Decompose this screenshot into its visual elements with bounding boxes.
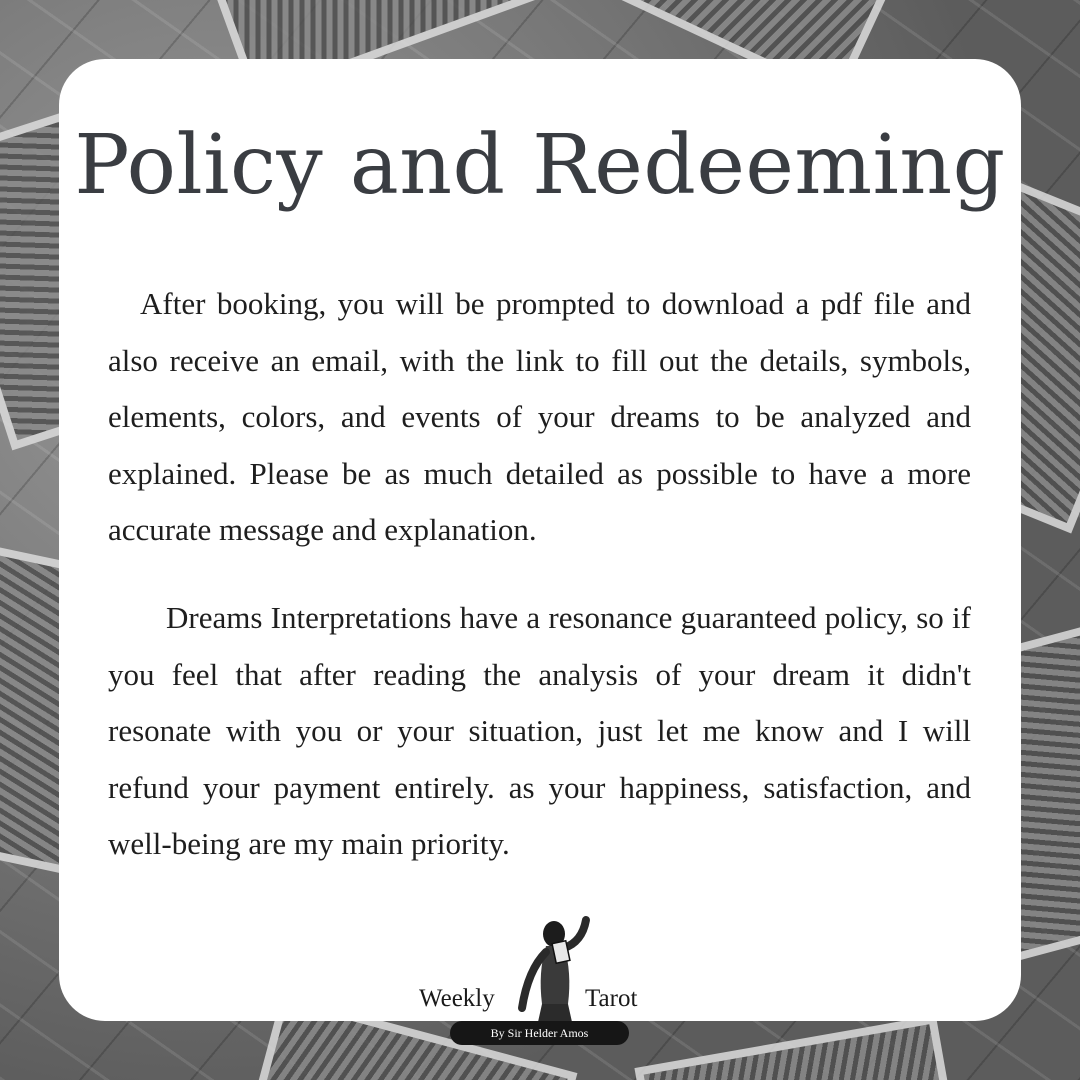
page-title: Policy and Redeeming — [74, 118, 1006, 213]
logo-word-tarot: Tarot — [585, 985, 638, 1012]
booking-paragraph: After booking, you will be prompted to download a pdf file and also receive an email, with the link to fill out the details, symbols, elements, colors, and events of your dreams to be analyzed and explained. Please be as much detailed as possible to have a more accurate message and explanation. — [108, 286, 971, 547]
byline-badge: By Sir Helder Amos — [450, 1021, 629, 1045]
refund-policy-paragraph: Dreams Interpretations have a resonance guaranteed policy, so if you feel that after reading the analysis of your dream it didn't resonate with you or your situation, just let me know and I will refund your payment entirely. as your happiness, satisfaction, and well-being are my main priority. — [108, 600, 971, 861]
weekly-tarot-logo — [410, 912, 660, 1052]
logo-word-weekly: Weekly — [419, 985, 495, 1012]
background-card — [634, 1015, 971, 1080]
